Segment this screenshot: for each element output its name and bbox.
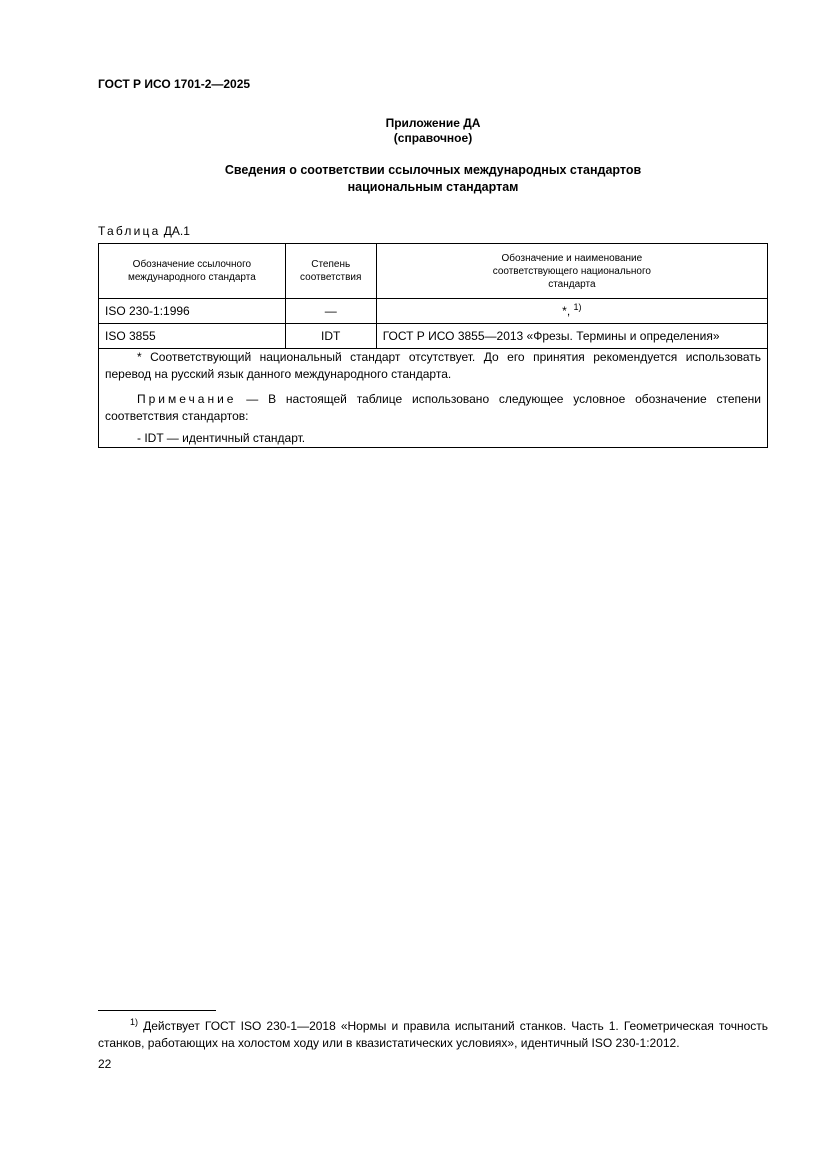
asterisk-note: * Соответствующий национальный стандарт отсутствует. До его принятия рекомендуется использовать перевод на русский язык данного международного стандарта. [105,350,761,381]
section-title-line-2: национальным стандартам [347,180,519,194]
cell-degree: IDT [285,324,376,349]
note-text: — В настоящей таблице использовано следующее условное обозначение степени соответствия стандартов: [105,392,761,423]
cell-national: ГОСТ Р ИСО 3855—2013 «Фрезы. Термины и определения» [376,324,767,349]
header-text: Обозначение и наименование [501,252,643,264]
section-title-line-1: Сведения о соответствии ссылочных международных стандартов [224,163,642,177]
footnote-mark: 1) [130,1017,139,1027]
header-text: Обозначение ссылочного [132,259,252,270]
footnote-separator [98,1010,216,1011]
table-note [105,391,761,425]
note-label: Примечание [137,392,237,406]
table-notes [99,349,768,448]
annex-title: Приложение ДА [385,116,481,130]
footnote [98,1018,768,1052]
table-row [99,324,768,349]
footnote-reference[interactable]: 1) [573,302,582,312]
cell-reference: ISO 230-1:1996 [99,299,286,324]
header-text: соответствия [300,272,362,283]
note-list-item: - IDT — идентичный стандарт. [137,431,306,445]
section-title [98,162,768,196]
header-text: международного стандарта [127,272,256,283]
header-degree [285,244,376,299]
cell-national [376,299,767,324]
table-caption-word: Таблица [98,224,161,238]
correspondence-table [98,243,768,448]
table-caption-number: ДА.1 [163,224,190,238]
footnote-text: Действует ГОСТ ISO 230-1—2018 «Нормы и правила испытаний станков. Часть 1. Геометрическая точность станков, работающих на холостом ходу или в квазистатических условиях», идентичный ISO 230-1:2012. [98,1019,768,1050]
document-header: ГОСТ Р ИСО 1701-2—2025 [98,77,251,91]
annex-heading [98,116,768,146]
table-header-row [99,244,768,299]
header-text: соответствующего национального [492,265,651,277]
table-notes-row [99,349,768,448]
table-row [99,299,768,324]
page-number: 22 [98,1057,112,1071]
header-national-standard [376,244,767,299]
header-text: Степень [311,259,351,270]
header-reference-standard [99,244,286,299]
cell-degree: — [285,299,376,324]
cell-national-text: *, [562,304,571,318]
header-text: стандарта [548,278,596,290]
table-caption [98,224,190,238]
annex-subtitle: (справочное) [393,131,473,145]
cell-reference: ISO 3855 [99,324,286,349]
